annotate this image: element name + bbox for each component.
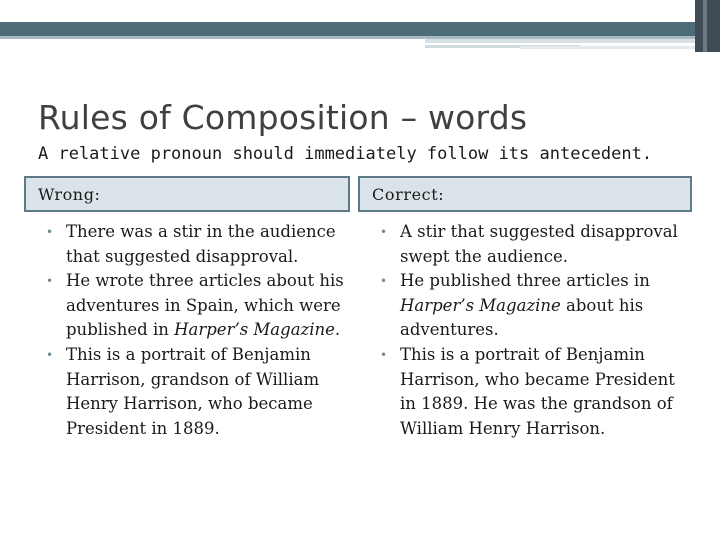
slide-subtitle: A relative pronoun should immediately follow its antecedent. bbox=[38, 144, 653, 164]
item-text: He published three articles in bbox=[400, 271, 650, 291]
bullet-icon: • bbox=[380, 225, 388, 239]
bullet-icon: • bbox=[46, 347, 54, 362]
item-italic: Harper’s Magazine bbox=[174, 320, 335, 340]
item-italic: Harper’s Magazine bbox=[400, 295, 561, 315]
correct-column bbox=[358, 176, 692, 441]
list-item bbox=[358, 220, 692, 269]
band-stripe-light bbox=[425, 39, 695, 43]
band-stripe-main bbox=[0, 22, 720, 36]
correct-header: Correct: bbox=[358, 176, 692, 212]
wrong-header: Wrong: bbox=[24, 176, 350, 212]
list-item bbox=[24, 269, 358, 343]
item-text: He wrote three articles about his adventures in Spain, which were published in bbox=[66, 271, 344, 340]
bullet-icon: • bbox=[380, 274, 388, 289]
item-text-end: about his adventures. bbox=[400, 295, 644, 340]
item-text: A stir that suggested disapproval swept the audience. bbox=[400, 222, 678, 266]
item-text-end: . bbox=[334, 320, 341, 340]
bullet-icon: • bbox=[380, 347, 388, 362]
list-item bbox=[358, 343, 692, 441]
item-text: This is a portrait of Benjamin Harrison, who became President in 1889. He was the grandson of William Henry Harrison. bbox=[400, 344, 675, 438]
correct-list bbox=[358, 220, 692, 441]
slide-title: Rules of Composition – words bbox=[38, 98, 528, 137]
wrong-list bbox=[24, 220, 358, 441]
band-stripe-light bbox=[520, 46, 720, 49]
item-text: This is a portrait of Benjamin Harrison, grandson of William Henry Harrison, who became President in 1889. bbox=[66, 344, 320, 438]
item-text: There was a stir in the audience that suggested disapproval. bbox=[66, 222, 336, 266]
wrong-column bbox=[24, 176, 358, 441]
decorative-top-band bbox=[0, 0, 720, 52]
bullet-icon: • bbox=[46, 225, 54, 239]
list-item bbox=[24, 220, 358, 269]
list-item bbox=[358, 269, 692, 343]
bullet-icon: • bbox=[46, 274, 54, 289]
band-corner-block bbox=[695, 0, 720, 52]
band-corner-line bbox=[703, 0, 707, 52]
list-item bbox=[24, 343, 358, 441]
